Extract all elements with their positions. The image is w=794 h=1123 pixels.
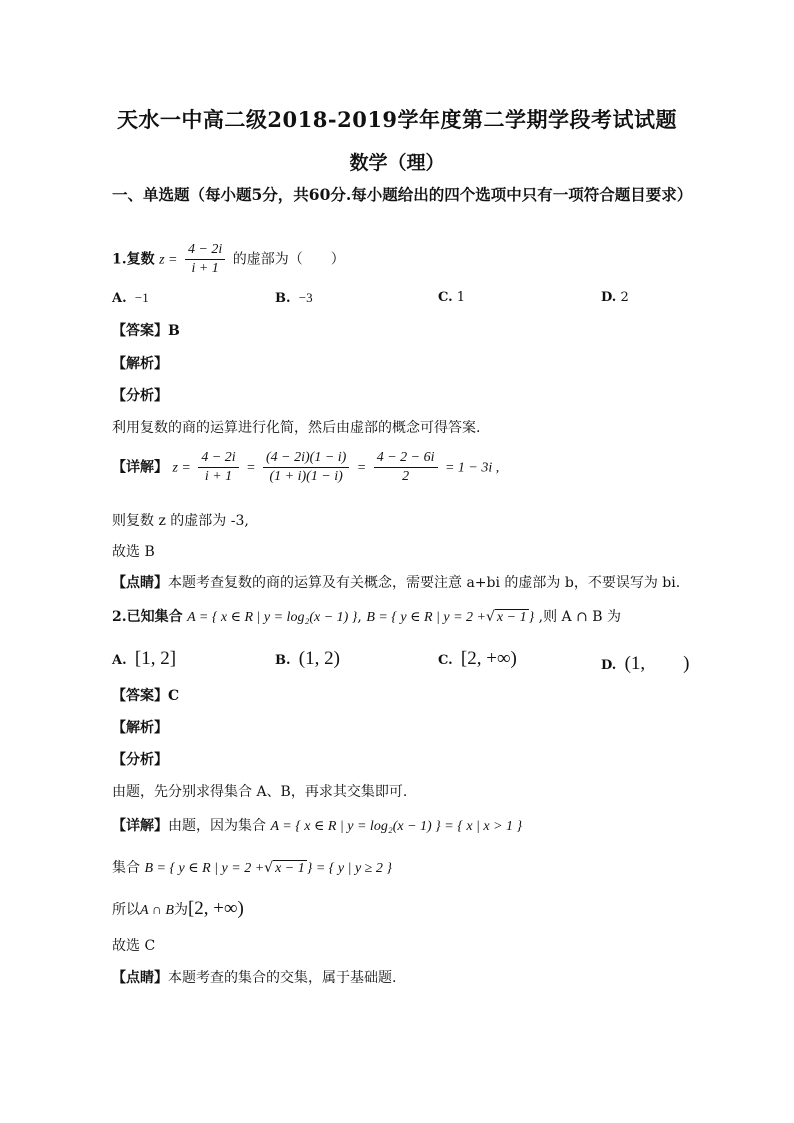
q2-line2: 集合 B = { y ∈ R | y = 2 +√ x − 1 } = { y | y ≥ 2 } bbox=[112, 860, 392, 876]
q1-detail-tag: 【详解】 bbox=[112, 459, 168, 476]
q2-option-b: B. (1, 2) bbox=[275, 648, 340, 669]
q1-frac2-num: (4 − 2i)(1 − i) bbox=[263, 450, 349, 468]
q2-line2-set-b: B = { y ∈ R | y = 2 + bbox=[144, 861, 265, 876]
q1-jiexi: 【解析】 bbox=[112, 356, 168, 372]
q1-option-d: D. 2 bbox=[601, 290, 629, 305]
q1-detail: 【详解】 z = $\frac{4 - 2i}{i + 1}$ = $\frac{(4 - 2i)(1 - i)}{(1 + i)(1 - i)}$ = $\frac{4 - 2 - 6i}{2}$ = 1 − 3i , bbox=[112, 450, 500, 484]
q2-option-d: D. (1, ) bbox=[601, 653, 690, 674]
q1-dianjing: 【点睛】本题考查复数的商的运算及有关概念，需要注意 a+bi 的虚部为 b，不要误写为 bi. bbox=[112, 575, 681, 591]
q1-option-c: C. 1 bbox=[438, 290, 466, 305]
q2-set-a: A = { x ∈ R | y = log₂(x − 1) } bbox=[187, 610, 358, 625]
q2-set-b-rad: x − 1 bbox=[496, 610, 527, 625]
q1-frac3-den: 2 bbox=[402, 469, 410, 484]
q2-jiexi: 【解析】 bbox=[112, 720, 168, 736]
q1-frac3-num: 4 − 2 − 6i bbox=[374, 450, 438, 468]
q2-detail: 【详解】由题，因为集合 A = { x ∈ R | y = log₂(x − 1) } = { x | x > 1 } bbox=[112, 818, 523, 834]
q2-suffix: ,则 A ∩ B 为 bbox=[538, 609, 622, 625]
q1-fraction bbox=[185, 242, 225, 277]
q1-den: i + 1 bbox=[191, 261, 219, 276]
q1-fenxi-tag: 【分析】 bbox=[112, 388, 168, 404]
q1-detail-lhs: z = bbox=[172, 460, 191, 476]
q2-stem: 2.已知集合 A = { x ∈ R | y = log₂(x − 1) }, B = { y ∈ R | y = 2 +√ x − 1 } ,则 A ∩ B 为 bbox=[112, 609, 622, 625]
q2-fenxi-tag: 【分析】 bbox=[112, 752, 168, 768]
q1-option-b: B. −3 bbox=[275, 290, 313, 306]
q2-dianjing: 【点睛】本题考查的集合的交集，属于基础题. bbox=[112, 970, 397, 986]
page-title: 天水一中高二级2018-2019学年度第二学期学段考试试题 bbox=[116, 107, 678, 132]
q1-frac1-num: 4 − 2i bbox=[198, 450, 238, 468]
q2-option-c: C. [2, +∞) bbox=[438, 648, 517, 669]
q2-fenxi: 由题，先分别求得集合 A、B，再求其交集即可. bbox=[112, 784, 408, 800]
page-subtitle: 数学（理） bbox=[349, 152, 445, 174]
q1-stem bbox=[112, 242, 345, 277]
q2-detail-set-a: A = { x ∈ R | y = log₂(x − 1) } = { x | x > 1 } bbox=[270, 819, 523, 834]
q1-frac1-den: i + 1 bbox=[204, 469, 233, 484]
q2-answer: 【答案】C bbox=[112, 688, 180, 704]
q2-set-b: B = { y ∈ R | y = 2 + bbox=[366, 610, 486, 625]
q2-line4: 故选 C bbox=[112, 938, 156, 954]
q2-option-a: A. [1, 2] bbox=[112, 648, 177, 669]
q1-num: 4 − 2i bbox=[185, 242, 225, 260]
q1-suffix: 的虚部为（ ） bbox=[232, 251, 345, 268]
q1-prefix: 1.复数 bbox=[112, 251, 155, 268]
q2-line3: 所以A ∩ B为[2, +∞) bbox=[112, 898, 244, 919]
q1-option-a: A. −1 bbox=[112, 290, 149, 306]
q1-line3: 故选 B bbox=[112, 544, 155, 560]
q1-frac2-den: (1 + i)(1 − i) bbox=[269, 469, 343, 484]
q1-result: = 1 − 3i , bbox=[444, 460, 500, 476]
q1-fenxi: 利用复数的商的运算进行化简，然后由虚部的概念可得答案. bbox=[112, 420, 481, 436]
section-heading: 一、单选题（每小题5分，共60分.每小题给出的四个选项中只有一项符合题目要求） bbox=[112, 185, 693, 204]
q1-line2: 则复数 z 的虚部为 -3, bbox=[112, 513, 249, 529]
q1-answer: 【答案】B bbox=[112, 323, 180, 339]
q1-lhs: z = bbox=[159, 252, 178, 268]
q2-prefix: 2.已知集合 bbox=[112, 609, 183, 625]
